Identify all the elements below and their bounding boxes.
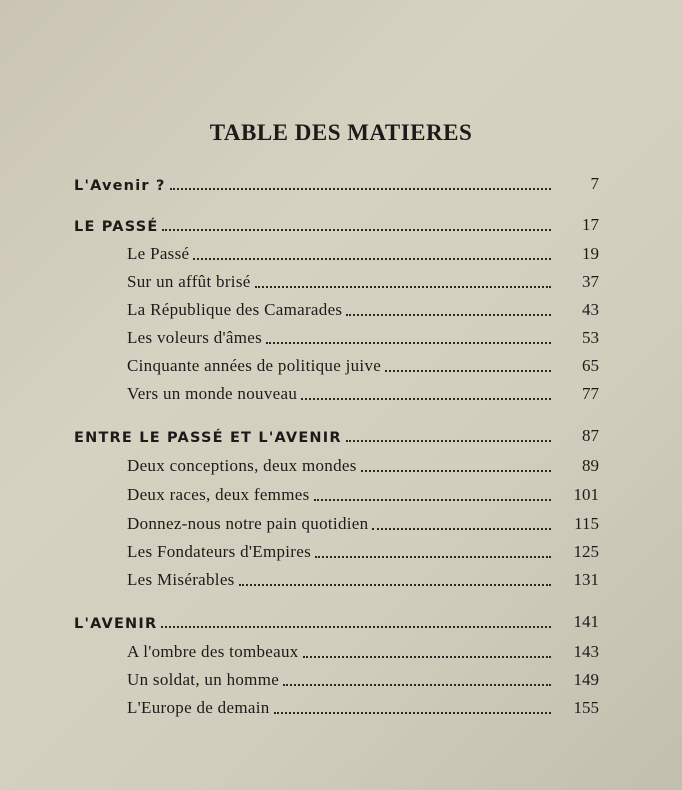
toc-section-label: LE PASSÉ — [74, 219, 159, 235]
toc-entry-label: Vers un monde nouveau — [127, 384, 298, 403]
dot-leader — [303, 650, 551, 658]
toc-section-label: L'Avenir ? — [74, 178, 166, 194]
toc-entry-label: Deux races, deux femmes — [127, 485, 310, 504]
toc-section-label: ENTRE LE PASSÉ ET L'AVENIR — [74, 430, 342, 446]
toc-page-number: 131 — [573, 570, 599, 589]
toc-entry-label: A l'ombre des tombeaux — [127, 642, 299, 661]
toc-entry-row — [127, 481, 599, 505]
toc-entry-row — [127, 268, 599, 292]
toc-page-number: 141 — [573, 612, 599, 631]
toc-section-row — [74, 170, 599, 194]
toc-page-number: 89 — [582, 456, 599, 475]
dot-leader — [314, 493, 552, 501]
toc-entry-label: Les Misérables — [127, 570, 235, 589]
toc-entry-label: Deux conceptions, deux mondes — [127, 456, 357, 475]
toc-entry-row — [127, 380, 599, 404]
toc-entry-row — [127, 510, 599, 534]
toc-entry-row — [127, 324, 599, 348]
dot-leader — [162, 223, 551, 231]
dot-leader — [385, 364, 551, 372]
toc-entry-label: Les voleurs d'âmes — [127, 328, 262, 347]
dot-leader — [193, 252, 551, 260]
toc-page-number: 87 — [582, 426, 599, 445]
toc-entry-label: La République des Camarades — [127, 300, 343, 319]
dot-leader — [239, 578, 551, 586]
toc-section-row — [74, 608, 599, 632]
toc-page-number: 53 — [582, 328, 599, 347]
toc-page-number: 101 — [573, 485, 599, 504]
toc-entry-label: Un soldat, un homme — [127, 670, 280, 689]
toc-page-number: 19 — [582, 244, 599, 263]
toc-page-number: 155 — [573, 698, 599, 717]
toc-section-label: L'AVENIR — [74, 616, 158, 632]
toc-page-number: 125 — [573, 542, 599, 561]
toc-entry-row — [127, 538, 599, 562]
dot-leader — [274, 706, 551, 714]
toc-page-number: 7 — [590, 174, 599, 193]
dot-leader — [346, 308, 551, 316]
dot-leader — [255, 280, 551, 288]
dot-leader — [161, 620, 551, 628]
toc-entry-label: Donnez-nous notre pain quotidien — [127, 514, 369, 533]
toc-entry-label: Sur un affût brisé — [127, 272, 251, 291]
dot-leader — [283, 678, 551, 686]
toc-page-number: 149 — [573, 670, 599, 689]
toc-entry-row — [127, 296, 599, 320]
toc-entry-row — [127, 566, 599, 590]
dot-leader — [346, 434, 551, 442]
toc-entry-row — [127, 452, 599, 476]
toc-entry-row — [127, 666, 599, 690]
page-title: TABLE DES MATIERES — [209, 120, 473, 145]
toc-section-row — [74, 422, 599, 446]
toc-page-number: 115 — [574, 514, 599, 533]
toc-entry-row — [127, 694, 599, 718]
toc-page-number: 37 — [582, 272, 599, 291]
toc-page-number: 77 — [582, 384, 599, 403]
dot-leader — [301, 392, 551, 400]
dot-leader — [266, 336, 551, 344]
toc-page-number: 143 — [573, 642, 599, 661]
dot-leader — [361, 464, 551, 472]
toc-entry-label: Le Passé — [127, 244, 190, 263]
toc-page-number: 17 — [582, 215, 599, 234]
toc-entry-label: Les Fondateurs d'Empires — [127, 542, 312, 561]
toc-page-number: 43 — [582, 300, 599, 319]
toc-entry-row — [127, 240, 599, 264]
toc-entry-label: L'Europe de demain — [127, 698, 270, 717]
toc-entry-row — [127, 352, 599, 376]
toc-entry-row — [127, 638, 599, 662]
toc-page-number: 65 — [582, 356, 599, 375]
toc-entry-label: Cinquante années de politique juive — [127, 356, 382, 375]
toc-section-row — [74, 211, 599, 235]
dot-leader — [372, 522, 551, 530]
dot-leader — [170, 182, 551, 190]
dot-leader — [315, 550, 551, 558]
